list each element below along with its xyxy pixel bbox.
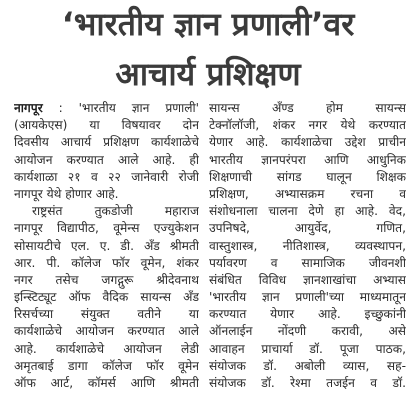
- article-line: करण्यात येणार आहे. इच्छुकांनी: [209, 307, 406, 322]
- article-line: संयोजक डॉ. अबोली व्यास, सह-: [209, 358, 406, 373]
- article-line: सोसायटीचे एल. ए. डी. अँड श्रीमती: [14, 238, 199, 253]
- article-line: (आयकेएस) या विषयावर दोन: [14, 118, 199, 133]
- article-column-right: [209, 100, 406, 392]
- article-line: नगर तसेच जगद्गुरू श्रीदेवनाथ: [14, 272, 199, 287]
- article-line: ऑनलाईन नोंदणी करावी, असे: [209, 324, 406, 339]
- headline-line-1: ‘भारतीय ज्ञान प्रणाली’वर: [61, 5, 355, 43]
- article-line: 'भारतीय ज्ञान प्रणाली'च्या माध्यमातून: [209, 290, 406, 305]
- article-line: भारतीय ज्ञानपरंपरा आणि आधुनिक: [209, 152, 406, 167]
- article-line: टेक्नॉलॉजी, शंकर नगर येथे करण्यात: [209, 118, 406, 133]
- article-line: इन्स्टिट्यूट ऑफ वैदिक सायन्स अँड: [14, 290, 199, 305]
- article-line: कार्यशाळा २१ व २२ जानेवारी रोजी: [14, 169, 199, 184]
- article-line: प्रशिक्षण, अभ्यासक्रम रचना व: [209, 186, 406, 201]
- article-line: कार्यशाळेचे आयोजन करण्यात आले: [14, 324, 199, 339]
- article-line: दिवसीय आचार्य प्रशिक्षण कार्यशाळेचे: [14, 135, 199, 150]
- article-line: संबंधित विविध ज्ञानशाखांचा अभ्यास: [209, 272, 406, 287]
- dateline: नागपूर: [14, 101, 43, 115]
- article-column-left: [14, 100, 199, 392]
- article-line: येणार आहे. कार्यशाळेचा उद्देश प्राचीन: [209, 135, 406, 150]
- article-line: संयोजक डॉ. रेश्मा तजईन व डॉ.: [209, 376, 406, 390]
- article-line: संशोधनाला चालना देणे हा आहे. वेद,: [209, 204, 406, 219]
- article-line: रिसर्चच्या संयुक्त वतीने या: [14, 307, 199, 322]
- column-divider: [203, 100, 204, 415]
- article-line: आयोजन करण्यात आले आहे. ही: [14, 152, 199, 167]
- article-line: राष्ट्रसंत तुकडोजी महाराज: [32, 204, 199, 219]
- article-line: सायन्स अँण्ड होम सायन्स: [209, 101, 406, 115]
- article-line: वास्तुशास्त्र, नीतिशास्त्र, व्यवस्थापन,: [209, 238, 406, 253]
- article-line: नागपूर विद्यापीठ, वूमेन्स एज्युकेशन: [14, 221, 199, 236]
- article-line: आवाहन प्राचार्या डॉ. पूजा पाठक,: [209, 341, 406, 356]
- article-line: अमृतबाई डागा कॉलेज फॉर वूमेन: [14, 358, 199, 373]
- article-line: ऑफ आर्ट, कॉमर्स आणि श्रीमती: [14, 376, 199, 390]
- article-line: [14, 100, 199, 117]
- article-line: आहे. कार्यशाळेचे आयोजन लेडी: [14, 341, 199, 356]
- article-line: आर. पी. कॉलेज फॉर वूमेन, शंकर: [14, 255, 199, 270]
- article-line: पर्यावरण व सामाजिक जीवनशी: [209, 255, 406, 270]
- article-line: शिक्षणाची सांगड घालून शिक्षक: [209, 169, 406, 184]
- headline-line-2: आचार्य प्रशिक्षण: [115, 55, 301, 93]
- article-line: उपनिषदे, आयुर्वेद, गणित,: [209, 221, 406, 236]
- article-line: नागपूर येथे होणार आहे.: [14, 186, 119, 201]
- article-line-text: : 'भारतीय ज्ञान प्रणाली': [42, 101, 199, 115]
